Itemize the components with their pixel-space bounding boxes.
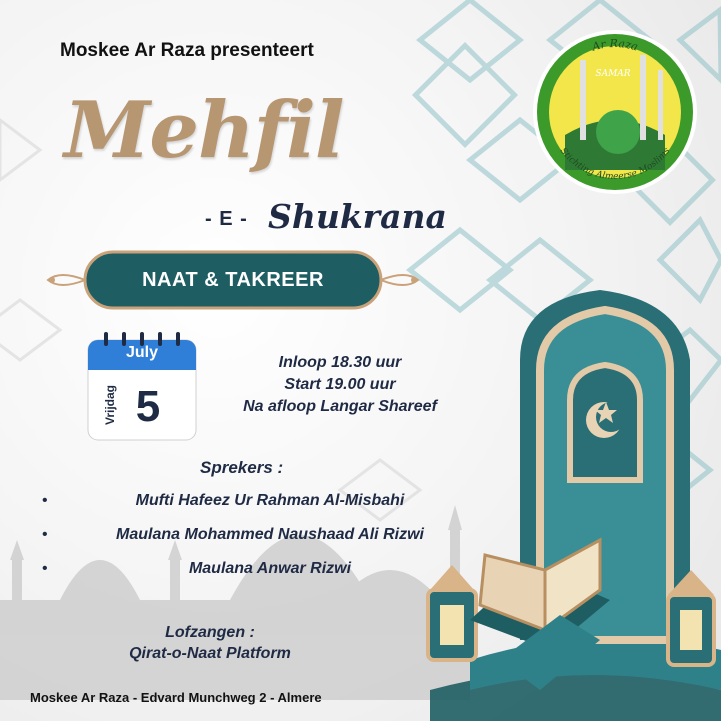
title-connector: - E -	[205, 208, 248, 230]
schedule-line: Na afloop Langar Shareef	[243, 398, 437, 415]
footer-address: Moskee Ar Raza - Edvard Munchweg 2 - Almere	[30, 690, 322, 705]
speaker-name: Maulana Anwar Rizwi	[188, 560, 352, 577]
praise-subtitle: Qirat-o-Naat Platform	[129, 645, 291, 662]
logo-bottom-text: Stichting Almeerse Moslims	[557, 146, 673, 183]
speaker-name: Mufti Hafeez Ur Rahman Al-Misbahi	[135, 492, 405, 509]
speakers-title: Sprekers :	[200, 458, 284, 477]
event-subtitle: Shukrana	[268, 197, 447, 236]
presenter-line: Moskee Ar Raza presenteert	[60, 40, 314, 61]
praise-title: Lofzangen :	[165, 624, 255, 641]
bullet: •	[42, 560, 48, 577]
schedule-line: Start 19.00 uur	[284, 376, 396, 393]
calendar-day: 5	[135, 382, 161, 431]
speaker-name: Maulana Mohammed Naushaad Ali Rizwi	[116, 526, 424, 543]
logo-top-text: Ar Raza	[590, 36, 640, 54]
bullet: •	[42, 526, 48, 543]
banner-label: NAAT & TAKREER	[142, 269, 324, 291]
logo-badge: SAMAR	[595, 69, 631, 79]
schedule-line: Inloop 18.30 uur	[278, 354, 402, 371]
calendar-weekday: Vrijdag	[103, 385, 117, 426]
calendar-month: July	[125, 344, 158, 361]
event-title: Mehfil	[64, 85, 344, 176]
bullet: •	[42, 492, 48, 509]
